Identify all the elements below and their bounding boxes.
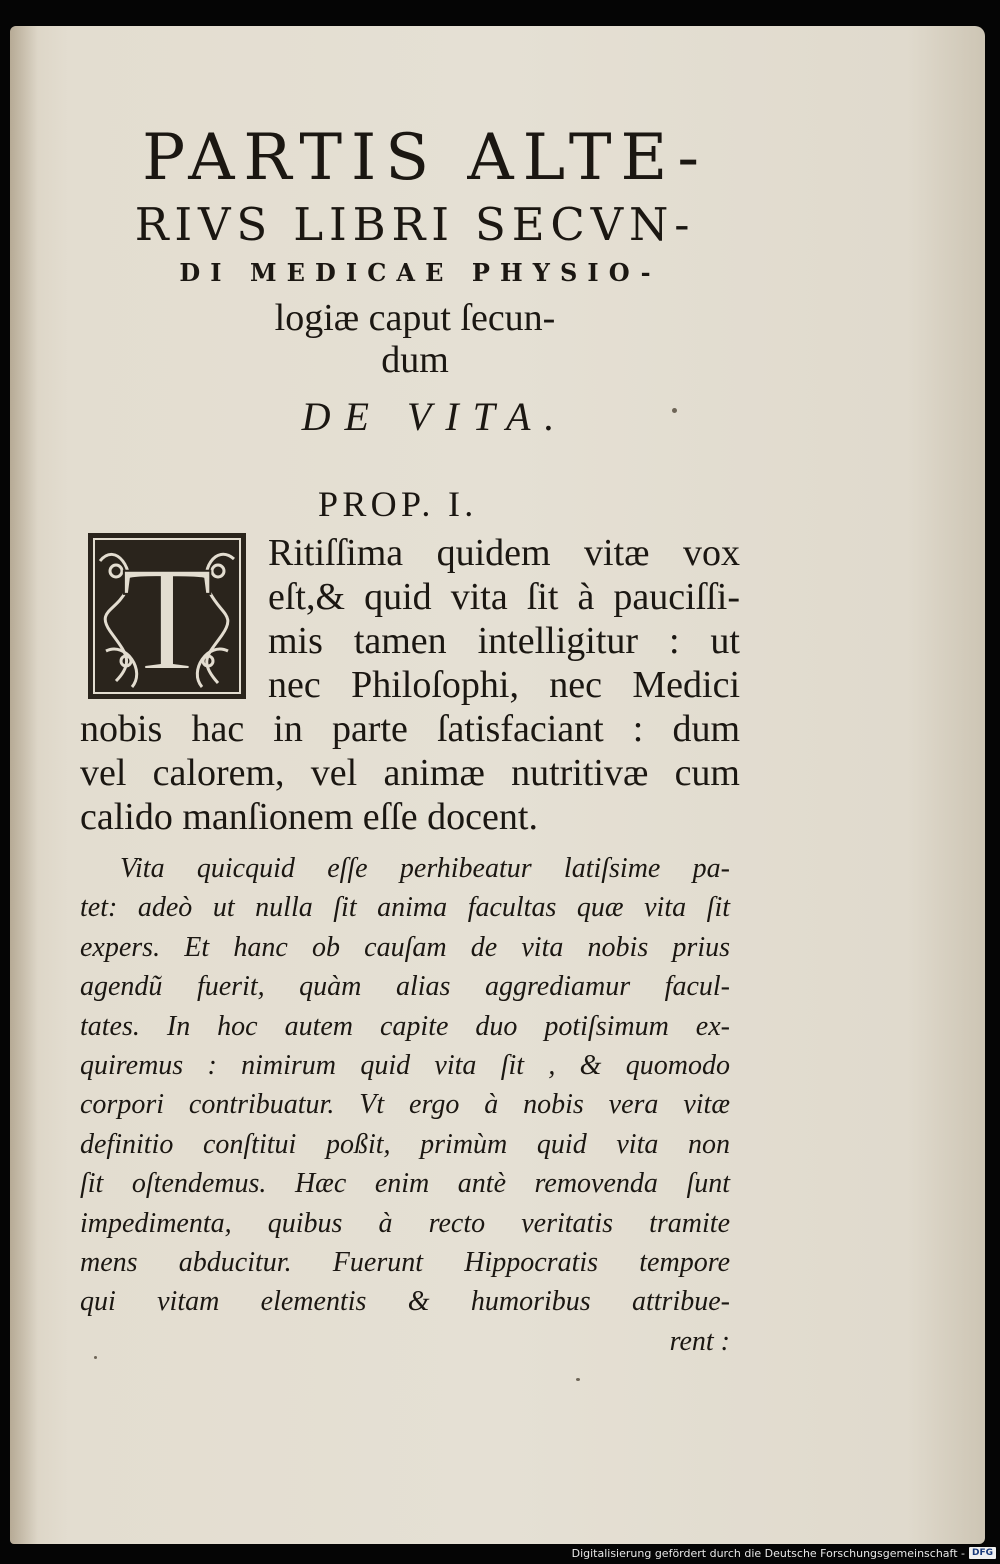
text-line: vel calorem, vel animæ nutritivæ cum [80, 752, 740, 794]
catchword: rent : [669, 1325, 730, 1357]
commentary-line: tates. In hoc autem capite duo potiſsimum ex- [80, 1010, 730, 1042]
commentary-line: definitio conſtitui poßit, primùm quid vita non [80, 1128, 730, 1160]
main-paragraph [80, 531, 750, 839]
heading-line-2: RIVS LIBRI SECVN- [134, 198, 696, 251]
heading-line-5: dum [381, 339, 449, 381]
dropcap-letter: T [121, 536, 213, 701]
commentary-line: qui vitam elementis & humoribus attribue- [80, 1286, 730, 1318]
commentary-line: Vita quicquid eſſe perhibeatur latiſsime pa- [120, 853, 730, 884]
commentary-line: agendũ fuerit, quàm alias aggrediamur facul- [80, 971, 730, 1003]
text-line: eſt,& quid vita ſit à pauciſſi- [268, 576, 740, 618]
chapter-title: DE VITA. [301, 394, 569, 439]
text-line: nobis hac in parte ſatisfaciant : dum [80, 708, 740, 750]
text-line: calido manſionem eſſe docent. [80, 796, 538, 838]
text-line: Ritiſſima quidem vitæ vox [268, 532, 740, 574]
dfg-logo-icon: DFG [969, 1547, 996, 1559]
decorated-initial-icon [86, 531, 248, 701]
page-text [80, 106, 750, 1361]
commentary-line: tet: adeò ut nulla ſit anima facultas quæ vita ſit [80, 892, 730, 924]
commentary-line: impedimenta, quibus à recto veritatis tramite [80, 1207, 730, 1239]
ink-speck [576, 1378, 580, 1381]
heading-line-3: DI MEDICAE PHYSIO- [179, 258, 661, 287]
text-line: nec Philoſophi, nec Medici [268, 664, 740, 706]
funding-footer [572, 1544, 996, 1562]
commentary-line: mens abducitur. Fuerunt Hippocratis tempore [80, 1247, 730, 1279]
book-page [10, 26, 985, 1544]
commentary-line: ſit oſtendemus. Hæc enim antè removenda ſunt [80, 1168, 730, 1200]
heading-line-4: logiæ caput ſecun- [274, 297, 556, 339]
footer-text: Digitalisierung gefördert durch die Deutsche Forschungsgemeinschaft - [571, 1546, 965, 1560]
text-line: mis tamen intelligitur : ut [268, 620, 740, 662]
commentary-line: corpori contribuatur. Vt ergo à nobis vera vitæ [80, 1089, 730, 1121]
commentary-line: expers. Et hanc ob cauſam de vita nobis prius [80, 931, 730, 963]
commentary-paragraph [80, 849, 750, 1361]
heading-line-1: PARTIS ALTE- [142, 121, 708, 195]
proposition-label: PROP. I. [318, 484, 478, 524]
commentary-line: quiremus : nimirum quid vita ſit , & quomodo [80, 1050, 730, 1082]
